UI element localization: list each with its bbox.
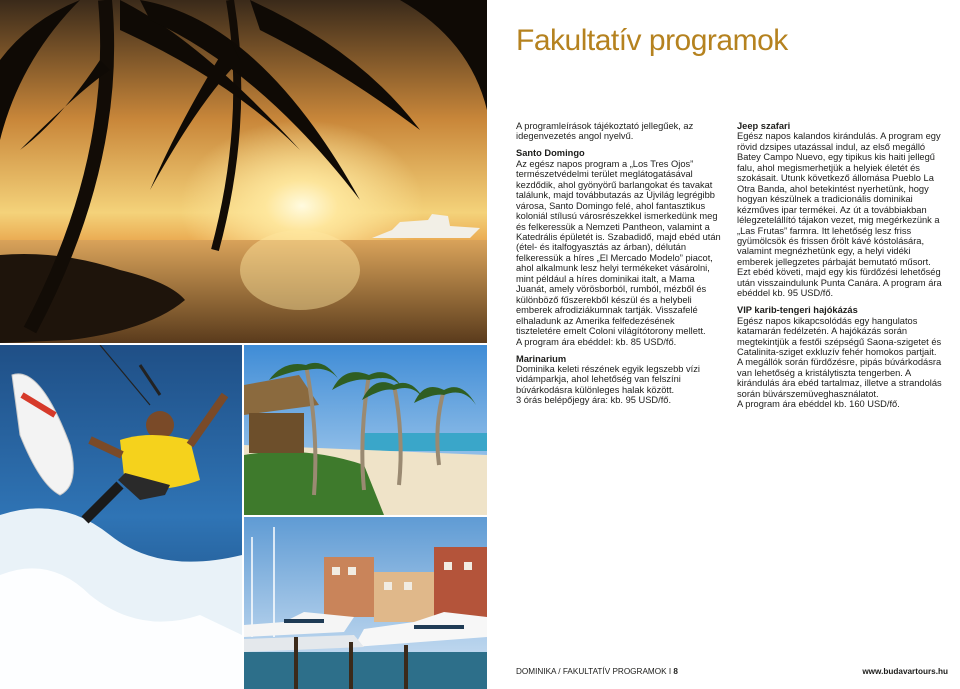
photo-marina-yachts	[244, 517, 487, 689]
section-vip-cruise	[737, 305, 943, 410]
text-column-right	[737, 121, 943, 416]
section-body: Egész napos kalandos kirándulás. A program egy rövid dzsipes utazással indul, az első megálló Batey Campo Nuevo, egy tipikus kis haiti jellegű falu, ahol megismerhetjük a helyiek életét és szokásait. Utunk következő állomása Pueblo La Otra Banda, ahol betekintést nyerhetünk, hogy hogyan készülnek a tradicionális dominikai kézműves ipar termékei. Az út a továbbiakban lélegzetelállító tájakon vezet, mig megérkezünk a „Las Frutas” farmra. Itt lehetőség lesz friss gyümölcsök és frissen őrölt kávé kóstolására, valamint megnézhetünk egy, a helyi vidéki emberek jellegzetes párbaját bemutató műsort. Ezt ebéd követi, majd egy kis fürdőzési lehetőség után visszaindulunk Punta Canára.	[737, 131, 941, 288]
footer-separator: I	[668, 667, 672, 676]
section-marinarium	[516, 354, 722, 406]
section-price: 3 órás belépőjegy ára: kb. 95 USD/fő.	[516, 395, 672, 406]
section-body: Az egész napos program a „Los Tres Ojos” természetvédelmi terület meglátogatásával kezdődik, ahol gyönyörű barlangokat és tavakat találunk, majd továbbutazás az Újvilág legrégibb városa, Santo Domingo felé, ahol fantasztikus koloniál stílusú városrészekkel ismerkedünk meg és felkeressük a Nemzeti Pantheon, valamint a Katedrális épületét is. Szabadidő, majd ebéd után (étel- és italfogyasztás az árban), délután felkeressük a híres „El Mercado Modelo” piacot, ahol alkalmunk lesz helyi termékeket vásárolni, mint például a híres dominikai italt, a Mama Juanát, amely vörösborból, rumból, mézből és különböző fűszerekből készül és a helybeli emberek afrodiziákumnak tartják. Visszafelé elhaladunk az Amerika felfedezésének tiszteletére emelt Coloni világítótorony mellett.	[516, 158, 721, 337]
photo-kitesurfer	[0, 345, 242, 689]
section-jeep-safari	[737, 121, 943, 299]
footer-label: DOMINIKA / FAKULTATÍV PROGRAMOK	[516, 667, 667, 676]
footer-website-link[interactable]: www.budavartours.hu	[862, 667, 948, 676]
section-title: Jeep szafari	[737, 121, 791, 131]
section-body: Dominika keleti részének egyik legszebb vízi vidámparkja, ahol lehetőség van felszíni búvárkodásra különleges halak között.	[516, 363, 700, 395]
photo-beach-palms	[244, 345, 487, 515]
section-body: Egész napos kikapcsolódás egy hangulatos katamarán fedélzetén. A hajókázás során megtekintjük a festői szépségű Saona-szigetet és Catalinita-sziget exkluzív fehér homokos partjait. A megállók során fürdőzésre, pipás búvárkodásra van lehetőség a kristálytiszta tengerben. A kirándulás ára ebéd tartalmaz, illetve a strandolás során büvárszemüveghasználatot.	[737, 315, 942, 399]
footer-left	[516, 667, 678, 676]
section-title: VIP karib-tengeri hajókázás	[737, 305, 858, 316]
text-column-left	[516, 121, 722, 412]
section-price: A program ára ebéddel: kb. 85 USD/fő.	[516, 336, 677, 347]
section-price: A program ára ebéddel kb. 160 USD/fő.	[737, 399, 900, 410]
page-title: Fakultatív programok	[516, 24, 788, 57]
section-santo-domingo	[516, 148, 722, 347]
photo-sunset-palms	[0, 0, 487, 343]
section-title: Marinarium	[516, 353, 567, 364]
section-title: Santo Domingo	[516, 148, 585, 159]
intro-text: A programleírások tájékoztató jellegűek, az idegenvezetés angol nyelvű.	[516, 121, 694, 142]
section-price: A program ára ebéddel kb. 95 USD/fő.	[737, 277, 942, 299]
page-number: 8	[673, 667, 678, 676]
